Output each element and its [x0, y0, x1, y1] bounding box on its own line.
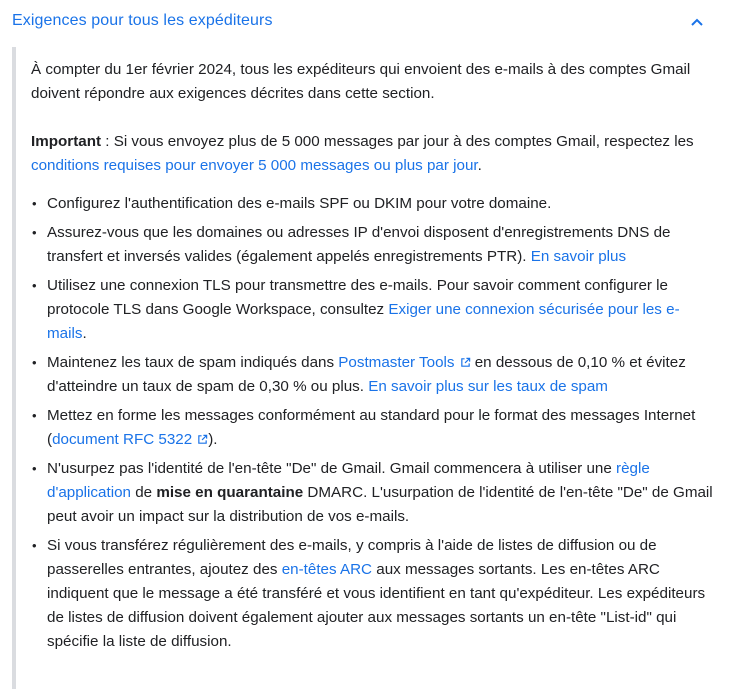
enforcement-rule-link[interactable]: règle d'application [47, 460, 650, 501]
list-item-arc [31, 534, 717, 654]
spam-text: Maintenez les taux de spam indiqués dans [47, 354, 339, 371]
section-title[interactable]: Exigences pour tous les expéditeurs [12, 12, 273, 29]
intro-paragraph: À compter du 1er février 2024, tous les expéditeurs qui envoient des e-mails à des comptes Gmail doivent répondre aux exigences décrites dans cette section. [31, 61, 691, 102]
important-label: Important [31, 133, 102, 150]
list-item-spam [31, 351, 717, 399]
chevron-up-icon[interactable] [690, 17, 704, 27]
requirements-5000-link[interactable]: conditions requises pour envoyer 5 000 messages ou plus par jour [31, 157, 478, 174]
postmaster-tools-link[interactable] [338, 354, 470, 371]
format-text: Mettez en forme les messages conformément au standard pour le format des messages Internet ( [47, 407, 696, 448]
important-text: : Si vous envoyez plus de 5 000 messages par jour à des comptes Gmail, respectez les [101, 133, 694, 150]
list-item-format [31, 404, 717, 452]
external-link-icon [460, 357, 471, 368]
dns-learn-more-link[interactable]: En savoir plus [530, 248, 627, 265]
arc-headers-link[interactable]: en-têtes ARC [281, 561, 373, 578]
dns-text: Assurez-vous que les domaines ou adresses IP d'envoi disposent d'enregistrements DNS de transfert et inversés valides (également appelés enregistrements PTR). [47, 224, 671, 265]
tls-text: Utilisez une connexion TLS pour transmettre des e-mails. Pour savoir comment configurer le protocole TLS dans Google Workspace, consultez [47, 277, 668, 318]
arc-after-text: aux messages sortants. Les en-têtes ARC indiquent que le message a été transféré et vous identifient en tant qu'expéditeur. Les expéditeurs de listes de diffusion doivent également ajouter aux messages sortants un en-tête "List-id" qui spécifie la liste de diffusion. [47, 561, 706, 650]
postmaster-tools-label[interactable]: Postmaster Tools [338, 354, 455, 371]
external-link-icon [197, 434, 208, 445]
impersonate-mid-text: de [130, 484, 157, 501]
arc-text: Si vous transférez régulièrement des e-mails, y compris à l'aide de listes de diffusion ou de passerelles entrantes, ajoutez des [47, 537, 657, 578]
list-item-impersonate [31, 457, 717, 529]
spam-rates-link[interactable]: En savoir plus sur les taux de spam [368, 378, 608, 395]
important-paragraph [31, 130, 717, 178]
auth-text: Configurez l'authentification des e-mails SPF ou DKIM pour votre domaine. [47, 195, 552, 212]
important-period: . [477, 157, 482, 174]
impersonate-after-text: DMARC. L'usurpation de l'identité de l'en-tête "De" de Gmail peut avoir un impact sur la distribution de vos e-mails. [47, 484, 713, 525]
section-content [12, 47, 717, 689]
quarantine-bold: mise en quarantaine [156, 484, 304, 501]
rfc-5322-label[interactable]: document RFC 5322 [52, 431, 193, 448]
list-item-tls [31, 274, 717, 346]
format-after-text: ). [208, 431, 218, 448]
impersonate-text: N'usurpez pas l'identité de l'en-tête "De" de Gmail. Gmail commencera à utiliser une [47, 460, 617, 477]
rfc-5322-link[interactable] [52, 431, 208, 448]
tls-secure-connection-link[interactable]: Exiger une connexion sécurisée pour les e-mails [47, 301, 680, 342]
requirements-list [31, 192, 717, 654]
spam-mid-text: en dessous de 0,10 % et évitez d'atteindre un taux de spam de 0,30 % ou plus. [47, 354, 686, 395]
tls-period: . [82, 325, 87, 342]
section-header[interactable] [0, 0, 729, 46]
list-item-auth [31, 192, 717, 216]
list-item-dns [31, 221, 717, 269]
